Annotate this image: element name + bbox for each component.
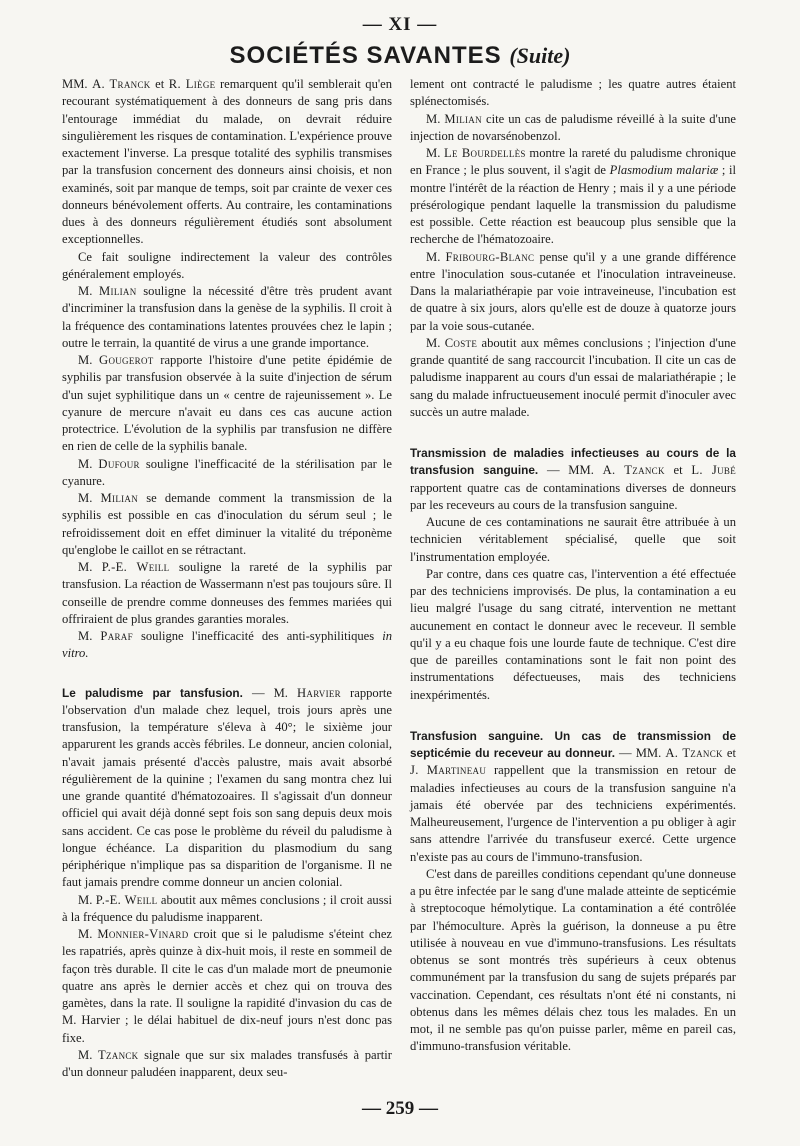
title-suite: (Suite) <box>509 43 571 68</box>
text: — MM. <box>614 746 666 760</box>
text: M. <box>78 456 99 471</box>
paragraph: Par contre, dans ces quatre cas, l'intervention a été effectuée par des techniciens improvisés. De plus, la contamination a eu lieu malgré l'usage du sang citraté, intervention ne mettant aucunement en contact le donneur avec le receveur. Il semble qu'il y a eu chaque fois une lourde faute de technique. C'est dire que de pareilles contaminations sont le fait non point des instrumentations défectueuses, mais des techniciens inexpérimentés. <box>410 566 736 702</box>
author-name: R. Liège <box>168 77 216 91</box>
author-name: A. Tzanck <box>602 463 665 478</box>
author-name: Tzanck <box>97 1047 139 1062</box>
italic-text: in vitro. <box>62 629 392 661</box>
section-paragraph <box>410 445 736 514</box>
text: et <box>722 746 736 760</box>
author-name: Milian <box>444 111 482 126</box>
text: M. <box>78 491 101 505</box>
text: M. <box>78 1047 98 1062</box>
paragraph <box>62 892 392 927</box>
text: aboutit aux mêmes conclusions ; l'injection d'une grande quantité de sang raccourcit l'incubation. Il cite un cas de paludisme inapparent au cours d'un essai de malariathérapie ; le sang du malade infructueusement inoculé permit d'inoculer avec succès un autre malade. <box>410 335 737 419</box>
author-name: Coste <box>444 335 478 350</box>
left-column <box>62 76 392 1081</box>
paragraph <box>62 559 392 628</box>
paragraph <box>410 111 736 146</box>
text: montre la rareté du paludisme chronique en France ; le plus souvent, il s'agit de <box>410 146 737 178</box>
text: pense qu'il y a une grande différence entre l'inoculation sous-cutanée et l'inoculation intraveineuse. Dans la malariathérapie par voie intraveineuse, l'incubation est de quatre à six jours, alors qu'elle est de douze à quatorze jours par la voie sous-cutanée. <box>410 249 736 333</box>
author-name: Milian <box>100 491 139 505</box>
text: M. <box>78 353 100 367</box>
text: rapporte l'observation d'un malade chez lequel, trois jours après une transfusion, la température s'éleva à 40°; le sixième jour apparurent les grands accès fébriles. Le donneur, ancien colonial, n'avait jamais présenté d'accès palustre, mais avait absorbé régulièrement de la quinine ; l'examen du sang montra chez lui une grande quantité d'hématozoaires. Il s'agissait d'un donneur officiel qui avait déjà donné sept fois son sang depuis deux mois sans accident. Ce cas pose le problème du réveil du paludisme à longue échéance. La disparition du plasmodium du sang périphérique n'implique pas sa disparition de l'organisme. Il ne faut jamais prendre comme donneur un ancien colonial. <box>62 685 392 890</box>
author-name: A. Tranck <box>92 77 151 91</box>
paragraph <box>62 628 392 663</box>
text: cite un cas de paludisme réveillé à la suite d'une injection de novarsénobenzol. <box>410 111 736 143</box>
paragraph: lement ont contracté le paludisme ; les quatre autres étaient splénectomisés. <box>410 77 736 109</box>
paragraph: C'est dans de pareilles conditions cependant qu'une donneuse a pu être infectée par le sang d'une malade atteinte de septicémie à streptocoque hémolytique. La contamination a été contrôlée par l'hémoculture. Après la guérison, la donneuse a pu être utilisée à nouveau en vue d'immuno-transfusions. Les résultats obtenus se sont montrés très supérieurs à ceux obtenus communément par la transfusion du sang de sujets préparés par vaccination. Cependant, ces résultats n'ont été ni constants, ni obtenus dans les mêmes délais chez tous les malades. En un mot, il ne semble pas qu'on puisse parler, même en pareil cas, d'immuno-transfusion véritable. <box>410 866 736 1054</box>
page-title <box>0 42 800 70</box>
text: rapporte l'histoire d'une petite épidémie de syphilis par transfusion observée à la suite d'injection de sérum d'un sujet syphilitique dans un « centre de rajeunissement ». Le cyanure de mercure n'avait eu dans ces cas aucune action protectrice. L'évolution de la syphilis par transfusion ne diffère en rien de celle de la syphilis banale. <box>62 353 392 454</box>
author-name: P.-E. Weill <box>101 560 170 574</box>
text: M. <box>78 892 96 907</box>
text: souligne l'inefficacité des anti-syphilitiques <box>132 629 383 643</box>
text: — M. <box>242 685 297 700</box>
text: souligne la nécessité d'être très prudent avant d'incriminer la transfusion dans la genèse de la syphilis. Il croit à la fréquence des contaminations latentes prouvées chez le lapin ; outre le terrain, la quantité de virus a une grande importance. <box>62 284 392 350</box>
text: rappellent que la transmission en retour de maladies infectieuses au cours de la transfusion sanguine n'a jamais été obervée par des techniciens expérimentés. Malheureusement, l'urgence de l'intervention a pu obliger à agir sans attendre l'arrivée du transfuseur exercé. Cette urgence n'existe pas au cours de l'immuno-transfusion. <box>410 763 736 864</box>
author-name: Le Bourdellès <box>444 146 526 160</box>
author-name: Paraf <box>100 629 133 643</box>
text: M. <box>426 249 446 264</box>
paragraph <box>410 249 736 335</box>
author-name: J. Martineau <box>410 763 487 778</box>
text: M. <box>426 335 445 350</box>
author-name: Monnier-Vinard <box>97 927 189 941</box>
paragraph <box>410 145 736 249</box>
paragraph: Ce fait souligne indirectement la valeur des contrôles généralement employés. <box>62 249 392 281</box>
text: M. <box>78 560 102 574</box>
author-name: Dufour <box>98 456 140 471</box>
paragraph: Aucune de ces contaminations ne saurait être attribuée à un technicien véritablement spécialisé, quelle que soit l'instrumentation employée. <box>410 515 736 564</box>
text: remarquent qu'il semblerait qu'en recourant systématiquement à des donneurs de sang pris dans l'entourage immédiat du malade, on devrait réduire singulièrement les risques de contamination. L'expérience prouve exactement l'inverse. La presque totalité des syphilis transmises par la transfusion concernent des donneurs ainsi choisis, et non examinés, soit par manque de temps, soit par crainte de vexer ces donneurs bénévolement offerts. Au contraire, les contaminations dues à des donneurs régulièrement étudiés sont absolument exceptionnelles. <box>62 77 393 247</box>
text: souligne l'inefficacité de la stérilisation par le cyanure. <box>62 456 393 488</box>
author-name: P.-E. Weill <box>95 892 158 907</box>
right-column <box>410 76 736 1056</box>
text: M. <box>78 284 100 298</box>
section-heading: Transmission de maladies infectieuses au cours de la transfusion sanguine. <box>410 446 736 478</box>
paragraph <box>62 283 392 352</box>
author-name: Harvier <box>297 685 341 700</box>
author-name: L. Jubé <box>691 463 736 478</box>
author-name: Gougerot <box>99 353 154 367</box>
section-heading: Transfusion sanguine. Un cas de transmission de septicémie du receveur au donneur. <box>410 728 736 760</box>
paragraph <box>62 490 392 559</box>
text: M. <box>426 111 445 126</box>
text: ; il montre l'intérêt de la réaction de Henry ; mais il y a une période présérologique pendant laquelle la transmission du paludisme est possible. Cette réaction est beaucoup plus sensible que la recherche de l'hématozoaire. <box>410 163 737 247</box>
italic-text: Plasmodium malariæ <box>609 163 719 178</box>
section-paragraph <box>62 685 392 892</box>
text: souligne la rareté de la syphilis par transfusion. La réaction de Wassermann n'est pas toujours sûre. Il conseille de prendre comme donneuses des femmes mariées qui offriraient de plus grandes garanties morales. <box>62 560 392 626</box>
paragraph <box>410 335 736 421</box>
paragraph <box>62 1047 392 1082</box>
text: aboutit aux mêmes conclusions ; il croit aussi à la fréquence du paludisme inapparent. <box>62 892 393 924</box>
text: M. <box>426 146 445 160</box>
paragraph <box>62 76 392 249</box>
title-main: SOCIÉTÉS SAVANTES <box>229 42 502 69</box>
section-paragraph <box>410 728 736 866</box>
text: se demande comment la transmission de la syphilis est possible en cas d'inoculation du sérum seul ; le refroidissement doit en effet diminuer la vitalité du tréponème qu'englobe le caillot en se rétractant. <box>62 491 392 557</box>
text: et <box>664 463 692 478</box>
text: — MM. <box>538 463 603 478</box>
text: MM. <box>62 77 93 91</box>
text: croit que si le paludisme s'éteint chez les rapatriés, après quinze à dix-huit mois, il reste en sommeil de façon très durable. Il cite le cas d'un malade mort de pneumonie quatre ans après le dernier accès et chez qui on trouva des gamètes, dans la rate. Il souligne la rapidité d'invasion du cas de M. Harvier ; le délai habituel de dix-neuf jours n'est donc pas fixe. <box>62 927 393 1045</box>
paragraph <box>62 926 392 1047</box>
author-name: Fribourg-Blanc <box>445 249 535 264</box>
paragraph <box>62 352 392 456</box>
text: signale que sur six malades transfusés à partir d'un donneur paludéen inapparent, deux seu- <box>62 1047 392 1079</box>
roman-page-number: — XI — <box>362 14 438 35</box>
section-heading: Le paludisme par tansfusion. <box>62 685 243 700</box>
text: et <box>150 77 169 91</box>
text: rapportent quatre cas de contaminations diverses de donneurs par les receveurs au cours de la transfusion sanguine. <box>410 480 736 512</box>
author-name: A. Tzanck <box>665 746 723 760</box>
author-name: Milian <box>99 284 137 298</box>
text: M. <box>78 927 98 941</box>
text: M. <box>78 629 101 643</box>
paragraph <box>62 456 392 491</box>
page-number: — 259 — <box>362 1098 438 1119</box>
